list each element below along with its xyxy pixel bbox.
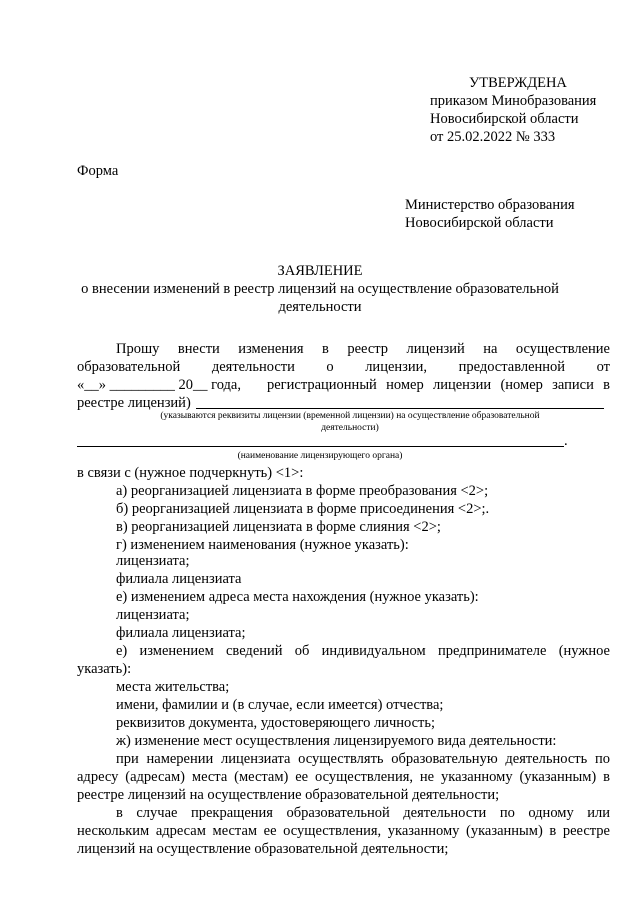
request-line-1: Прошу внести изменения в реестр лицензий на осуществление xyxy=(116,341,610,357)
approval-title: УТВЕРЖДЕНА xyxy=(469,75,567,91)
reason-item-zh-2-line-3: лицензий на осуществление образовательной деятельности; xyxy=(77,841,449,857)
reason-item-zh-1-line-3: реестре лицензий на осуществление образовательной деятельности; xyxy=(77,787,500,803)
reason-item-g: г) изменением наименования (нужное указать): xyxy=(116,537,409,553)
licensing-authority-line xyxy=(77,446,564,447)
addressee-line-2: Новосибирской области xyxy=(405,215,554,231)
reason-item-b: б) реорганизацией лицензиата в форме присоединения <2>;. xyxy=(116,501,490,517)
reason-item-e2-a: места жительства; xyxy=(116,679,230,695)
approval-line-3: от 25.02.2022 № 333 xyxy=(430,129,556,145)
reason-item-zh-1-line-1: при намерении лицензиата осуществлять образовательную деятельность по xyxy=(116,751,610,767)
addressee-line-1: Министерство образования xyxy=(405,197,575,213)
approval-line-2: Новосибирской области xyxy=(430,111,579,127)
request-line-3-number: регистрационный номер лицензии (номер записи в xyxy=(267,377,610,393)
request-line-4: реестре лицензий) xyxy=(77,395,191,411)
reason-item-e2-line-1: е) изменением сведений об индивидуальном предпринимателе (нужное xyxy=(116,643,610,659)
reason-item-zh: ж) изменение мест осуществления лицензируемого вида деятельности: xyxy=(116,733,557,749)
document-title: ЗАЯВЛЕНИЕ xyxy=(277,263,363,279)
form-label: Форма xyxy=(77,163,119,179)
reason-item-e1: е) изменением адреса места нахождения (нужное указать): xyxy=(116,589,479,605)
reason-item-e2-b: имени, фамилии и (в случае, если имеется) отчества; xyxy=(116,697,444,713)
line-end-dot: . xyxy=(564,433,568,449)
reason-item-e2-line-2: указать): xyxy=(77,661,132,677)
heading-line-1: о внесении изменений в реестр лицензий на осуществление образовательной xyxy=(81,281,559,297)
hint-license-details-1: (указываются реквизиты лицензии (временной лицензии) на осуществление образовательной xyxy=(160,411,540,421)
hint-licensing-authority: (наименование лицензирующего органа) xyxy=(237,451,403,461)
reason-item-zh-2-line-1: в случае прекращения образовательной деятельности по одному или xyxy=(116,805,610,821)
reason-item-v: в) реорганизацией лицензиата в форме слияния <2>; xyxy=(116,519,441,535)
hint-license-details-2: деятельности) xyxy=(321,423,379,433)
request-line-3-date: «__» _________ 20__ года, xyxy=(77,377,241,393)
reason-item-e1-b: филиала лицензиата; xyxy=(116,625,246,641)
reason-item-g-1: лицензиата; xyxy=(116,553,190,569)
reason-item-zh-2-line-2: нескольким адресам местам ее осуществления, указанному (указанным) в реестре xyxy=(77,823,610,839)
reason-item-g-2: филиала лицензиата xyxy=(116,571,242,587)
heading-line-2: деятельности xyxy=(278,299,362,315)
reason-item-e1-a: лицензиата; xyxy=(116,607,190,623)
reason-item-a: а) реорганизацией лицензиата в форме преобразования <2>; xyxy=(116,483,489,499)
license-details-line xyxy=(196,408,604,409)
reason-item-e2-c: реквизитов документа, удостоверяющего личность; xyxy=(116,715,436,731)
request-line-2: образовательной деятельности о лицензии, предоставленной от xyxy=(77,359,610,375)
approval-line-1: приказом Минобразования xyxy=(430,93,597,109)
reason-intro: в связи с (нужное подчеркнуть) <1>: xyxy=(77,465,304,481)
reason-item-zh-1-line-2: адресу (адресам) места (местам) ее осуществления, не указанному (указанным) в xyxy=(77,769,610,785)
